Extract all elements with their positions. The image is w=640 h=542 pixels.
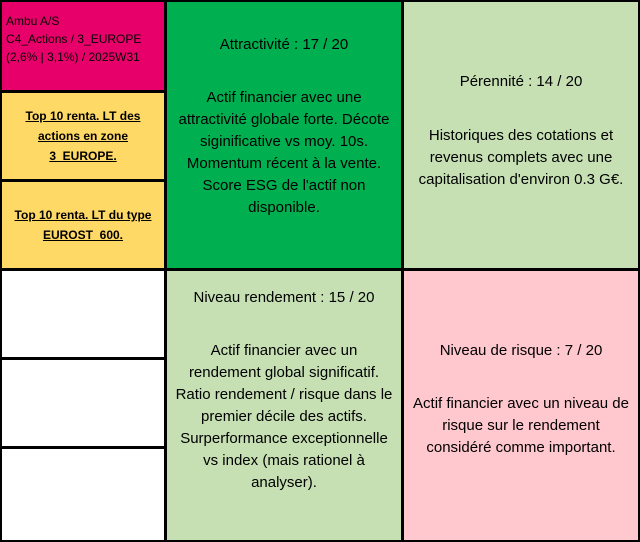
rendement-line: Actif financier avec un — [210, 342, 358, 359]
attractivite-line: disponible. — [248, 199, 320, 216]
rendement-cell — [165, 269, 403, 542]
ranking-zone-cell[interactable] — [0, 91, 166, 181]
stock-category: C4_Actions / 3_EUROPE — [6, 32, 142, 46]
attractivite-line: Actif financier avec une — [206, 89, 362, 106]
rendement-description — [171, 340, 397, 494]
perennite-cell — [402, 0, 640, 270]
risque-line: Actif financier avec un niveau de — [413, 395, 629, 412]
attractivite-line: attractivité globale forte. Décote — [178, 111, 390, 128]
rendement-line: Surperformance exceptionnelle — [180, 430, 388, 447]
rendement-line: rendement global significatif. — [188, 364, 380, 381]
ranking-type-cell[interactable] — [0, 180, 166, 270]
rendement-title: Niveau rendement : 15 / 20 — [193, 289, 375, 306]
empty-cell-1 — [0, 269, 166, 359]
ranking-type-link[interactable]: Top 10 renta. LT du type EUROST_600. — [14, 208, 152, 242]
rendement-line: analyser). — [251, 474, 317, 491]
attractivite-description — [171, 87, 397, 219]
ranking-zone-link[interactable]: Top 10 renta. LT des actions en zone 3_EUROPE. — [25, 109, 141, 163]
perennite-line: capitalisation d'environ 0.3 G€. — [418, 171, 624, 188]
rendement-line: vs index (mais rationel à — [203, 452, 365, 469]
perennite-line: Historiques des cotations et — [428, 127, 614, 144]
attractivite-line: Momentum récent à la vente. — [186, 155, 382, 172]
risque-cell — [402, 269, 640, 542]
perennite-title: Pérennité : 14 / 20 — [459, 73, 583, 90]
attractivite-cell — [165, 0, 403, 270]
stock-info-cell — [0, 0, 166, 92]
stock-info-text — [6, 12, 160, 66]
risque-title: Niveau de risque : 7 / 20 — [439, 342, 603, 359]
perennite-line: revenus complets avec une — [429, 149, 613, 166]
risque-line: considéré comme important. — [426, 439, 616, 456]
rendement-line: Ratio rendement / risque dans le — [175, 386, 393, 403]
risque-line: risque sur le rendement — [442, 417, 600, 434]
attractivite-line: siginificative vs moy. 10s. — [199, 133, 369, 150]
empty-cell-2 — [0, 358, 166, 448]
risque-description — [408, 393, 634, 459]
empty-cell-3 — [0, 447, 166, 542]
attractivite-title: Attractivité : 17 / 20 — [219, 36, 349, 53]
stock-name: Ambu A/S — [6, 14, 60, 28]
attractivite-line: Score ESG de l'actif non — [202, 177, 366, 194]
perennite-description — [408, 125, 634, 191]
stock-yield-period: (2,6% | 3,1%) / 2025W31 — [6, 50, 140, 64]
rendement-line: premier décile des actifs. — [201, 408, 367, 425]
